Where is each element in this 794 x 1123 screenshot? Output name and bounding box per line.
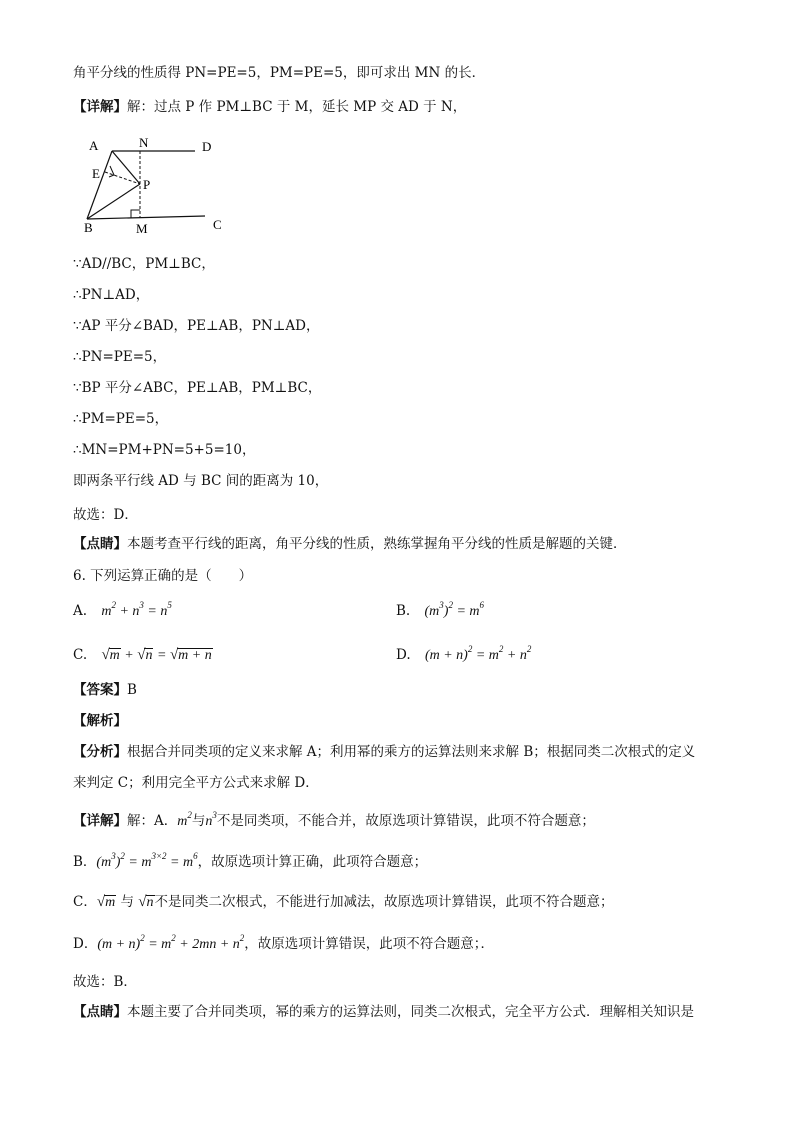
text: 解：A． [127, 813, 178, 829]
text: 不是同类二次根式，不能进行加减法，故原选项计算错误，此项不符合题意； [154, 894, 614, 910]
answer-value: B [127, 682, 137, 698]
section-tag: 【详解】 [73, 813, 127, 829]
proof-line: ∴PN=PE=5， [73, 349, 167, 365]
detail-line-a: 【详解】解：A．$m^2$与$n^3$不是同类项，不能合并，故原选项计算错误，此项不符合题意； [73, 810, 595, 829]
proof-line: ∵AP 平分∠BAD，PE⊥AB，PN⊥AD， [73, 318, 320, 334]
option-c: C. √m + √n = √m + n [73, 647, 212, 663]
section-tag: 【分析】 [73, 744, 127, 760]
comment-line [73, 535, 627, 553]
label-a: A [89, 138, 99, 153]
option-letter: B. [396, 603, 411, 619]
comment-line [73, 1003, 694, 1021]
option-a: A. $m^2 + n^3 = n^5$ [73, 600, 172, 619]
detail-line-c: C．√m 与 √n不是同类二次根式，不能进行加减法，故原选项计算错误，此项不符合题意； [73, 894, 614, 910]
right-angle-m [131, 210, 140, 218]
proof-line: ∴MN=PM+PN=5+5=10， [73, 442, 256, 458]
question-title: 6. 下列运算正确的是（ ） [73, 568, 253, 584]
proof-line: ∵BP 平分∠ABC，PE⊥AB，PM⊥BC， [73, 380, 322, 396]
option-letter: A. [73, 603, 88, 619]
detail-line-b: B．$(m^3)^2 = m^{3\times 2} = m^6$，故原选项计算正确，此项符合题意； [73, 851, 428, 870]
proof-line: ∴PN⊥AD， [73, 287, 150, 303]
section-tag: 【答案】 [73, 682, 127, 698]
section-tag: 【点睛】 [73, 536, 127, 552]
proof-line: 即两条平行线 AD 与 BC 间的距离为 10， [73, 473, 329, 489]
text: ，故原选项计算正确，此项符合题意； [197, 854, 428, 870]
analysis-line [73, 743, 695, 761]
section-tag: 【点睛】 [73, 1004, 127, 1020]
label-m: M [136, 221, 148, 236]
proof-line: 故选：D． [73, 507, 138, 523]
analysis-line: 来判定 C；利用完全平方公式来求解 D． [73, 775, 319, 791]
proof-line: ∵AD//BC，PM⊥BC， [73, 256, 215, 272]
text: 根据合并同类项的定义来求解 A；利用幂的乘方的运算法则来求解 B；根据同类二次根式的定义 [127, 744, 696, 760]
option-letter: D. [396, 647, 411, 663]
text: ，故原选项计算错误，此项不符合题意；． [244, 936, 495, 952]
text: 不是同类项，不能合并，故原选项计算错误，此项不符合题意； [216, 813, 595, 829]
label-d: D [202, 139, 212, 154]
text: 本题主要了合并同类项，幂的乘方的运算法则，同类二次根式，完全平方公式．理解相关知识是 [127, 1004, 694, 1020]
proof-line: ∴PM=PE=5， [73, 411, 169, 427]
answer-line [73, 681, 137, 699]
geometry-diagram [80, 134, 240, 238]
text-line: 角平分线的性质得 PN=PE=5，PM=PE=5，即可求出 MN 的长． [73, 65, 486, 81]
label-n: N [139, 135, 149, 150]
option-letter: C. [73, 647, 88, 663]
analysis-heading: 【解析】 [73, 713, 127, 729]
detail-line [73, 98, 466, 116]
label-e: E [92, 166, 100, 181]
line-bc [87, 216, 205, 219]
option-b: B. $(m^3)^2 = m^6$ [396, 600, 485, 619]
section-tag: 【详解】 [73, 99, 127, 115]
right-angle-e [109, 166, 114, 177]
segment-bp [87, 184, 140, 219]
detail-line-d: D．$(m + n)^2 = m^2 + 2mn + n^2$，故原选项计算错误，此项不符合题意；． [73, 933, 495, 952]
option-d: D. $(m + n)^2 = m^2 + n^2$ [396, 644, 532, 663]
label-b: B [84, 220, 93, 235]
label-c: C [213, 217, 222, 232]
segment-ab [87, 151, 112, 219]
text: 解：过点 P 作 PM⊥BC 于 M，延长 MP 交 AD 于 N， [127, 99, 467, 115]
conclusion-line: 故选：B． [73, 974, 137, 990]
text: 本题考查平行线的距离，角平分线的性质，熟练掌握角平分线的性质是解题的关键． [127, 536, 627, 552]
label-p: P [143, 177, 151, 192]
